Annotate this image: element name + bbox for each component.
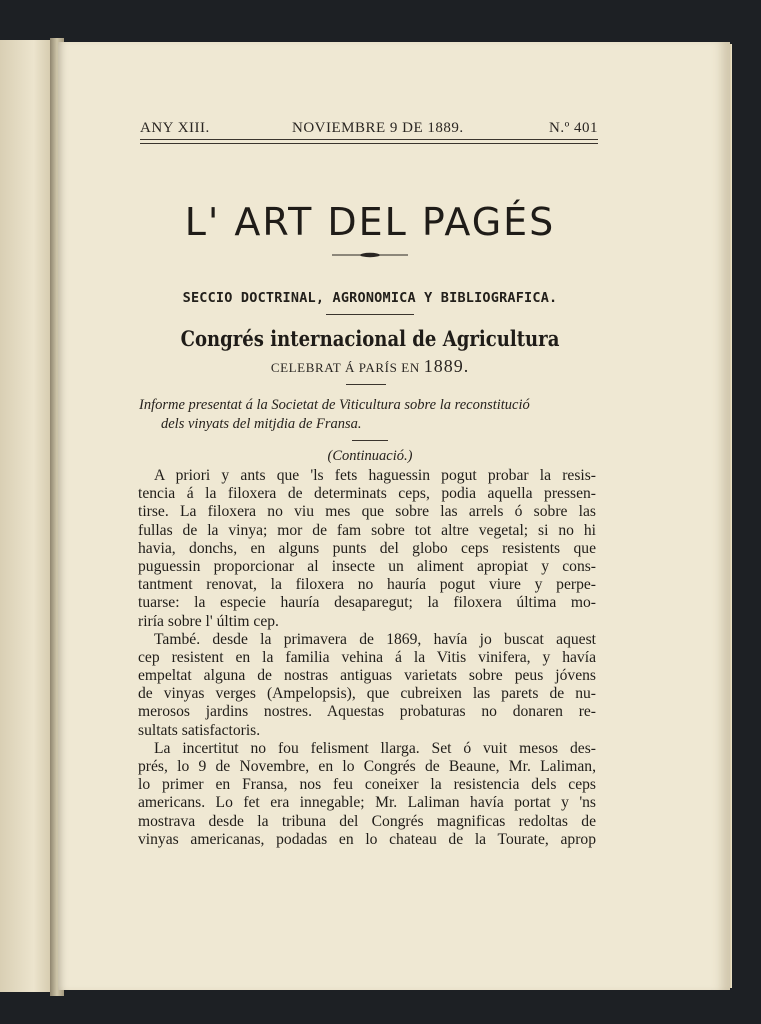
body-line: merosos jardins nostres. Aquestas probaturas no donaren re- — [138, 703, 596, 721]
body-line: tencia á la filoxera de determinats ceps, podia aquella pressen- — [138, 485, 596, 503]
body-line: empeltat alguna de nostras antiguas varietats sobre peus jóvens — [138, 667, 596, 685]
subheadline-year: 1889. — [423, 356, 470, 376]
body-line: lo primer en Fransa, nos feu coneixer la resistencia dels ceps — [138, 776, 596, 794]
body-line: fullas de la vinya; mor de fam sobre tot altre vegetal; si no hi — [138, 521, 596, 539]
body-line: tirse. La filoxera no viu mes que sobre las arrels ó sobre las — [138, 503, 596, 521]
section-rule — [326, 314, 414, 315]
body-line: tantment renovat, la filoxera no hauría pogut viure y perpe- — [138, 576, 596, 594]
masthead-double-rule — [140, 139, 598, 144]
report-intro — [139, 396, 601, 434]
body-line: cep resistent en la familia vehina á la Vitis vinifera, y havía — [138, 648, 596, 666]
subheadline-prefix: CELEBRAT Á PARÍS EN — [270, 360, 420, 375]
section-heading: SECCIO DOCTRINAL, AGRONOMICA Y BIBLIOGRAFICA. — [182, 290, 558, 306]
issue-date: NOVIEMBRE 9 DE 1889. — [292, 120, 464, 136]
issue-number: N.º 401 — [549, 120, 598, 136]
article-headline: Congrés internacional de Agricultura — [180, 326, 560, 351]
subheadline-rule — [346, 384, 386, 385]
body-line: prés, lo 9 de Novembre, en lo Congrés de Beaune, Mr. Laliman, — [138, 758, 596, 775]
body-line: vinyas americanas, podadas en lo chateau de la Tourate, aprop — [138, 830, 596, 848]
report-intro-line-2: dels vinyats del mitjdia de Fransa. — [161, 416, 362, 432]
volume-label: ANY XIII. — [140, 120, 210, 136]
body-line: de vinyas verges (Ampelopsis), que cubreixen las parets de nu- — [138, 685, 596, 703]
body-line: americans. Lo fet era innegable; Mr. Laliman havía portat y 'ns — [138, 794, 596, 812]
report-intro-line-1: Informe presentat á la Societat de Viticultura sobre la reconstitució — [139, 397, 530, 413]
continuation-note: (Continuació.) — [327, 448, 413, 464]
body-line: tuarse: la especie hauría desaparegut; la filoxera última mo- — [138, 594, 596, 612]
article-body — [138, 467, 596, 849]
body-line: riría sobre l' últim cep. — [138, 612, 279, 630]
body-line: La incertitut no fou felisment llarga. Set ó vuit mesos des- — [154, 739, 596, 757]
body-line: mostrava desde la tribuna del Congrés magnificas redoltas de — [138, 812, 596, 830]
masthead — [140, 120, 598, 138]
publication-title: L' ART DEL PAGÉS — [184, 200, 556, 244]
article-subheadline — [150, 356, 590, 377]
title-ornament — [332, 252, 408, 258]
body-line: A priori y ants que 'ls fets haguessin pogut probar la resis- — [154, 467, 596, 484]
intro-rule — [352, 440, 388, 441]
body-line: puguessin proporcionar al insecte un aliment apropiat y cons- — [138, 557, 596, 575]
body-line: També. desde la primavera de 1869, havía jo buscat aquest — [154, 630, 596, 648]
body-line: havia, donchs, en alguns punts del globo ceps resistents que — [138, 539, 596, 557]
body-line: sultats satisfactoris. — [138, 721, 261, 739]
